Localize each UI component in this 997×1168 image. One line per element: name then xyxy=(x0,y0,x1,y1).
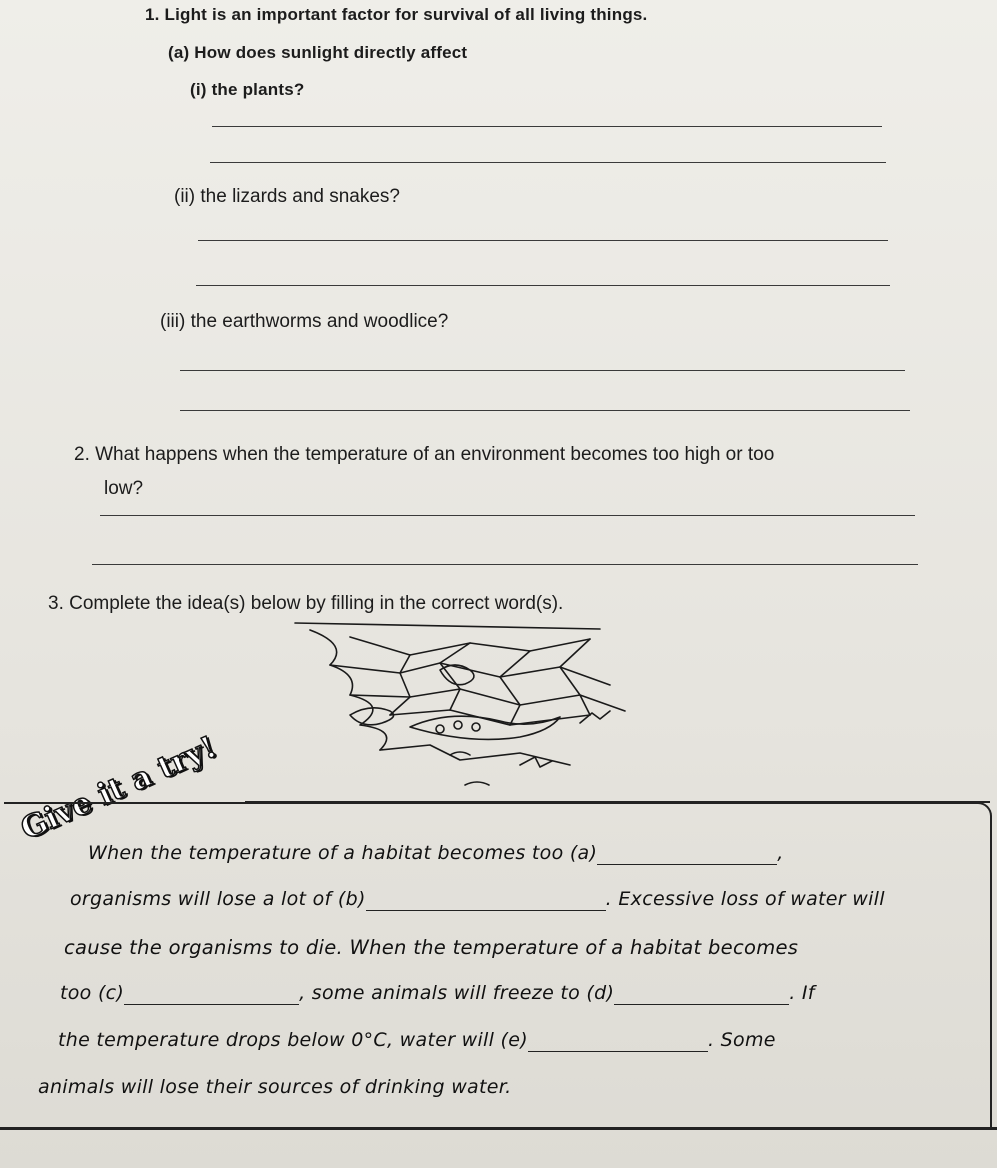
remains xyxy=(440,665,474,685)
remains xyxy=(450,752,470,755)
answer-line-1aii-1[interactable] xyxy=(198,240,888,241)
blank-e[interactable] xyxy=(528,1029,708,1052)
passage-text: . If xyxy=(789,982,815,1004)
dry-cracked-ground-illustration xyxy=(290,615,630,795)
crack-line xyxy=(350,637,590,655)
passage-text: When the temperature of a habitat becomes too (a) xyxy=(88,842,598,864)
bone-detail xyxy=(472,723,480,731)
bone-detail xyxy=(436,725,444,733)
passage-text: , some animals will freeze to (d) xyxy=(299,982,615,1004)
q2-line1: 2. What happens when the temperature of an environment becomes too high or too xyxy=(74,444,775,465)
blank-a[interactable] xyxy=(597,842,777,865)
bottom-rule xyxy=(0,1127,997,1130)
passage-line-1 xyxy=(88,842,784,865)
crack-line xyxy=(390,655,410,715)
answer-line-1aiii-1[interactable] xyxy=(180,370,905,371)
remains xyxy=(465,782,489,785)
passage-text: . Excessive loss of water will xyxy=(605,888,885,910)
dried-lizard-body xyxy=(410,716,560,739)
answer-line-1ai-2[interactable] xyxy=(210,162,886,163)
passage-line-4 xyxy=(60,982,815,1005)
give-it-a-try-banner: Give it a try! xyxy=(15,729,222,847)
crack-line xyxy=(350,689,625,711)
crack-line xyxy=(310,630,387,750)
passage-line-3: cause the organisms to die. When the temperature of a habitat becomes xyxy=(64,936,799,959)
passage-text: the temperature drops below 0°C, water will (e) xyxy=(58,1029,528,1051)
passage-text: , xyxy=(777,842,784,864)
bone-detail xyxy=(454,721,462,729)
blank-c[interactable] xyxy=(124,982,299,1005)
crack-line xyxy=(500,651,530,725)
answer-line-1ai-1[interactable] xyxy=(212,126,882,127)
q3-stem: 3. Complete the idea(s) below by filling in the correct word(s). xyxy=(48,593,564,614)
passage-text: organisms will lose a lot of (b) xyxy=(70,888,366,910)
q1a-ii-prompt: (ii) the lizards and snakes? xyxy=(174,186,400,207)
passage-line-5 xyxy=(58,1029,776,1052)
q1-stem: 1. Light is an important factor for survival of all living things. xyxy=(145,5,648,24)
passage-line-6: animals will lose their sources of drinking water. xyxy=(38,1076,512,1098)
passage-text: . Some xyxy=(707,1029,776,1051)
crack-line xyxy=(380,745,570,765)
remains xyxy=(520,757,552,767)
remains xyxy=(350,708,394,725)
answer-line-1aiii-2[interactable] xyxy=(180,410,910,411)
q1a-iii-prompt: (iii) the earthworms and woodlice? xyxy=(160,311,449,332)
crack-line xyxy=(295,623,600,629)
answer-line-2-1[interactable] xyxy=(100,515,915,516)
blank-d[interactable] xyxy=(614,982,789,1005)
blank-b[interactable] xyxy=(366,888,606,911)
answer-line-2-2[interactable] xyxy=(92,564,918,565)
q2-line2: low? xyxy=(104,478,144,499)
passage-line-2 xyxy=(70,888,885,911)
q1a-prompt: (a) How does sunlight directly affect xyxy=(168,43,468,62)
remains xyxy=(580,711,610,723)
passage-text: too (c) xyxy=(60,982,125,1004)
q1a-i-prompt: (i) the plants? xyxy=(190,80,305,99)
answer-line-1aii-2[interactable] xyxy=(196,285,890,286)
